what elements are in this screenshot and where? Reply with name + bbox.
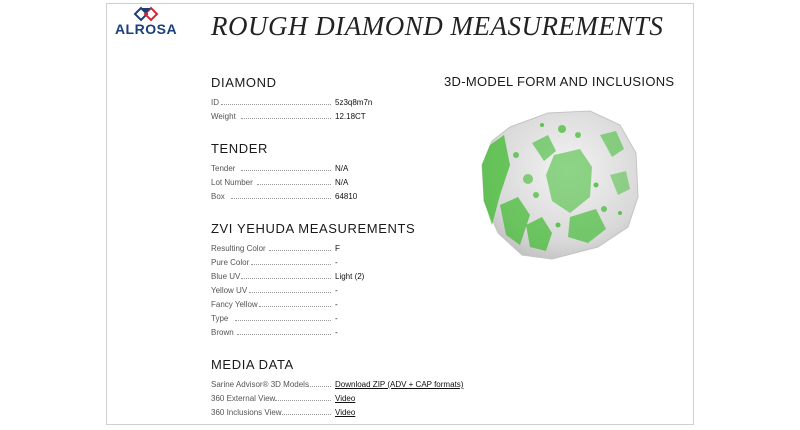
alrosa-logo <box>111 6 181 38</box>
section-title-measurements: ZVI YEHUDA MEASUREMENTS <box>211 221 416 236</box>
row-label: Fancy Yellow <box>211 300 258 309</box>
section-title-diamond: DIAMOND <box>211 75 277 90</box>
section-title-tender: TENDER <box>211 141 269 156</box>
row-label: Box <box>211 192 225 201</box>
inclusions-video-link[interactable]: Video <box>335 408 356 417</box>
row-tender <box>211 163 451 174</box>
row-value: 64810 <box>335 192 358 201</box>
external-video-link[interactable]: Video <box>335 394 356 403</box>
row-leader <box>279 414 331 415</box>
row-label: ID <box>211 98 219 107</box>
row-leader <box>241 170 331 171</box>
model-title: 3D-MODEL FORM AND INCLUSIONS <box>444 74 675 89</box>
row-lot-number <box>211 177 451 188</box>
row-value: N/A <box>335 164 349 173</box>
row-leader <box>241 118 331 119</box>
row-brown <box>211 327 451 338</box>
row-pure-color <box>211 257 451 268</box>
row-label: Yellow UV <box>211 286 248 295</box>
row-leader <box>259 306 331 307</box>
row-label: Resulting Color <box>211 244 266 253</box>
row-external-view <box>211 393 451 404</box>
diamond-3d-model[interactable] <box>470 105 645 265</box>
row-type <box>211 313 451 324</box>
row-value: - <box>335 314 338 323</box>
row-leader <box>235 320 331 321</box>
row-leader <box>257 184 331 185</box>
row-leader <box>307 386 331 387</box>
row-leader <box>269 250 331 251</box>
row-label: 360 External View <box>211 394 276 403</box>
download-zip-link[interactable]: Download ZIP (ADV + CAP formats) <box>335 380 464 389</box>
row-label: Blue UV <box>211 272 241 281</box>
row-value: - <box>335 258 338 267</box>
row-value: - <box>335 328 338 337</box>
row-inclusions-view <box>211 407 451 418</box>
row-value: - <box>335 286 338 295</box>
row-leader <box>221 104 331 105</box>
row-weight <box>211 111 451 122</box>
row-value: 5z3q8m7n <box>335 98 373 107</box>
row-leader <box>231 198 331 199</box>
section-title-media: MEDIA DATA <box>211 357 294 372</box>
row-label: Type <box>211 314 229 323</box>
row-label: 360 Inclusions View <box>211 408 282 417</box>
row-box <box>211 191 451 202</box>
row-value: - <box>335 300 338 309</box>
row-resulting-color <box>211 243 451 254</box>
row-leader <box>241 278 331 279</box>
alrosa-logo-icon <box>133 6 159 22</box>
row-value: F <box>335 244 340 253</box>
row-label: Lot Number <box>211 178 253 187</box>
row-fancy-yellow <box>211 299 451 310</box>
logo-text: ALROSA <box>114 21 178 37</box>
row-leader <box>275 400 331 401</box>
row-label: Pure Color <box>211 258 250 267</box>
row-yellow-uv <box>211 285 451 296</box>
row-leader <box>251 264 331 265</box>
row-label: Tender <box>211 164 236 173</box>
row-label: Sarine Advisor® 3D Models <box>211 380 309 389</box>
row-leader <box>237 334 331 335</box>
row-blue-uv <box>211 271 451 282</box>
row-leader <box>249 292 331 293</box>
row-label: Weight <box>211 112 236 121</box>
page-title: ROUGH DIAMOND MEASUREMENTS <box>211 11 664 41</box>
row-label: Brown <box>211 328 234 337</box>
row-value: 12.18CT <box>335 112 366 121</box>
diamond-model-image <box>470 105 645 265</box>
row-value: Light (2) <box>335 272 365 281</box>
row-3d-models <box>211 379 464 390</box>
row-value: N/A <box>335 178 349 187</box>
row-id <box>211 97 451 108</box>
